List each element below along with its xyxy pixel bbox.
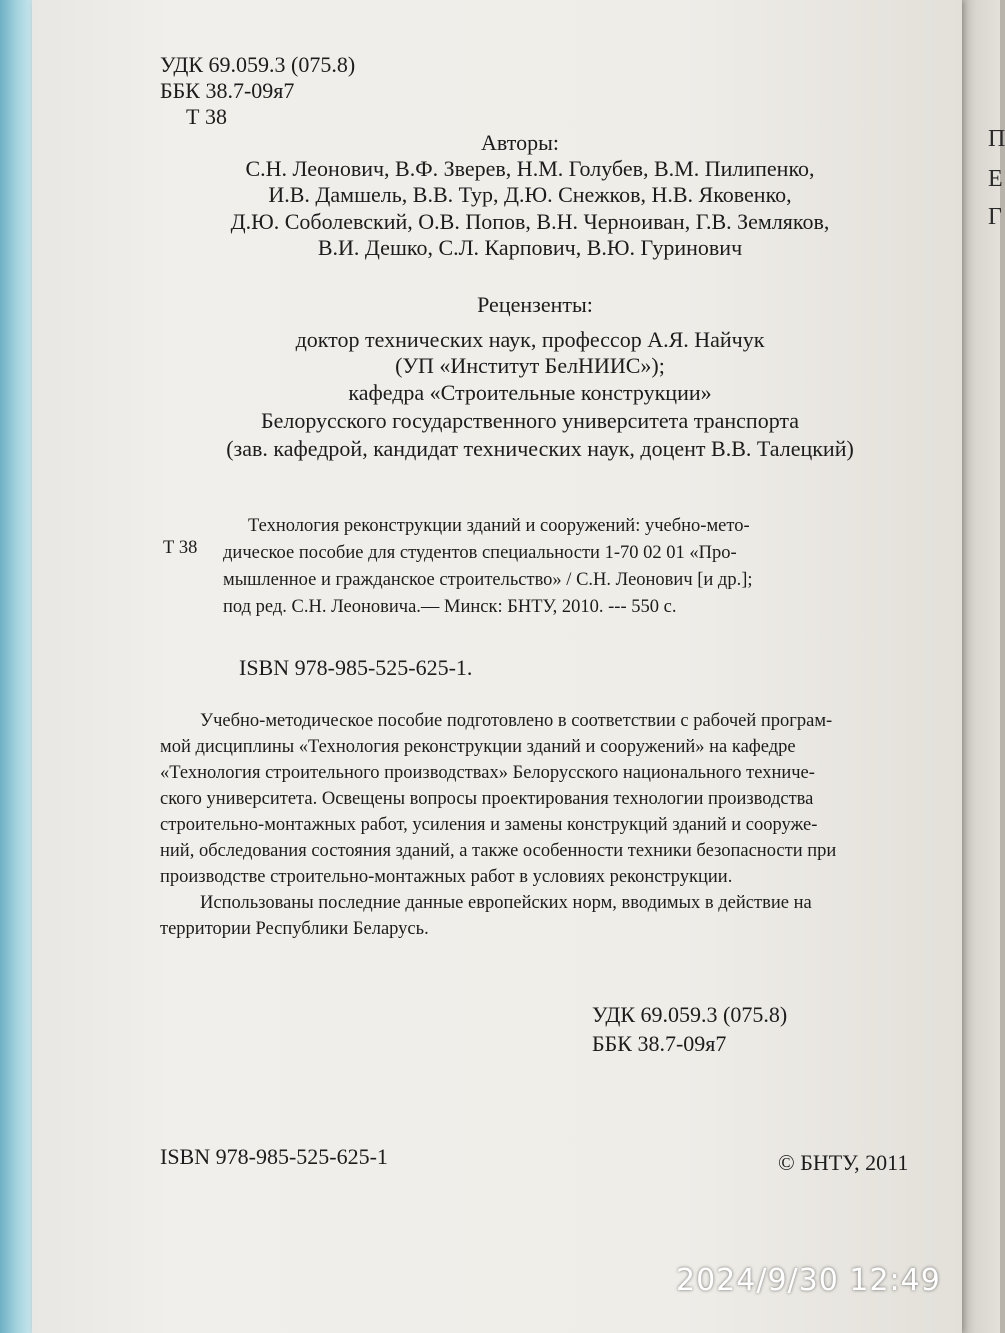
bbk-bottom: ББК 38.7-09я7 <box>592 1031 727 1056</box>
authors-heading: Авторы: <box>481 130 559 155</box>
annotation-line: производстве строительно-монтажных работ в условиях реконструкции. <box>160 867 733 887</box>
annotation-line: ний, обследования состояния зданий, а также особенности техники безопасности при <box>160 841 837 861</box>
reviewers-line: (УП «Институт БелНИИС»); <box>395 353 665 378</box>
right-page-letter: Г <box>988 204 1002 230</box>
reviewers-line: (зав. кафедрой, кандидат технических наук, доцент В.В. Талецкий) <box>226 436 854 461</box>
annotation-line: мой дисциплины «Технология реконструкции зданий и сооружений» на кафедре <box>160 737 796 757</box>
catalog-index: Т 38 <box>163 538 198 558</box>
catalog-line: мышленное и гражданское строительство» / С.Н. Леонович [и др.]; <box>223 570 753 590</box>
udk-top: УДК 69.059.3 (075.8) <box>160 52 356 77</box>
catalog-isbn: ISBN 978-985-525-625-1. <box>239 655 473 680</box>
authors-line: С.Н. Леонович, В.Ф. Зверев, Н.М. Голубев, В.М. Пилипенко, <box>245 156 815 181</box>
annotation-line: строительно-монтажных работ, усиления и замены конструкций зданий и сооруже- <box>160 815 818 835</box>
catalog-line: Технология реконструкции зданий и сооружений: учебно-мето- <box>248 516 750 536</box>
annotation-line: «Технология строительного производствах» Белорусского национального техниче- <box>160 763 815 783</box>
right-page-letter: Е <box>988 166 1003 192</box>
reviewers-line: кафедра «Строительные конструкции» <box>348 380 712 405</box>
catalog-line: под ред. С.Н. Леоновича.— Минск: БНТУ, 2010. --- 550 с. <box>223 597 677 617</box>
index-top: Т 38 <box>186 104 227 129</box>
udk-bottom: УДК 69.059.3 (075.8) <box>592 1002 788 1027</box>
copyright: © БНТУ, 2011 <box>778 1150 909 1175</box>
annotation-line: Использованы последние данные европейских норм, вводимых в действие на <box>200 893 812 913</box>
reviewers-line: доктор технических наук, профессор А.Я. Найчук <box>295 327 765 352</box>
annotation-line: Учебно-методическое пособие подготовлено в соответствии с рабочей програм- <box>200 711 833 731</box>
right-page-edge <box>960 0 1000 1333</box>
photo-timestamp: 2024/9/30 12:49 <box>676 1263 941 1298</box>
right-page-letter: П <box>988 126 1005 152</box>
authors-line: Д.Ю. Соболевский, О.В. Попов, В.Н. Черноиван, Г.В. Земляков, <box>230 209 830 234</box>
bbk-top: ББК 38.7-09я7 <box>160 78 295 103</box>
annotation-line: ского университета. Освещены вопросы проектирования технологии производства <box>160 789 814 809</box>
annotation-line: территории Республики Беларусь. <box>160 919 429 939</box>
authors-line: И.В. Дамшель, В.В. Тур, Д.Ю. Снежков, Н.В. Яковенко, <box>268 182 792 207</box>
reviewers-line: Белорусского государственного университета транспорта <box>260 408 800 433</box>
catalog-line: дическое пособие для студентов специальности 1-70 02 01 «Про- <box>223 543 737 563</box>
reviewers-heading: Рецензенты: <box>477 292 593 317</box>
isbn-bottom: ISBN 978-985-525-625-1 <box>160 1144 388 1169</box>
authors-line: В.И. Дешко, С.Л. Карпович, В.Ю. Гуринович <box>317 235 743 260</box>
